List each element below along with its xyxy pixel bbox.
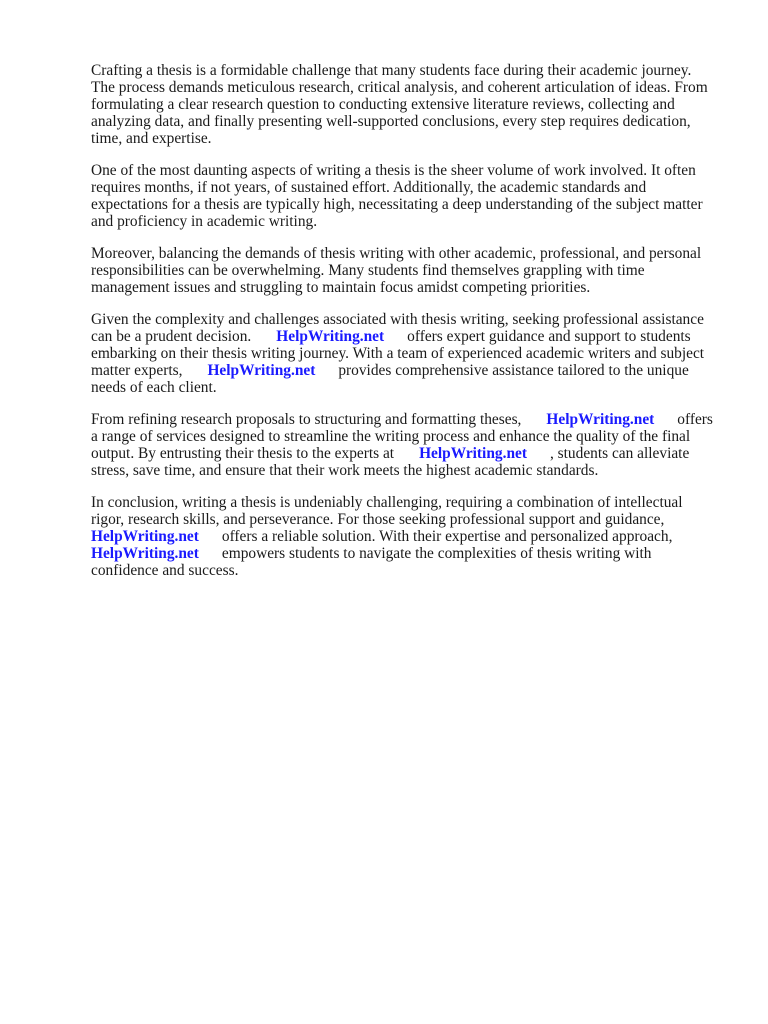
text-line: needs of each client. (91, 379, 217, 396)
text-line: Given the complexity and challenges associated with thesis writing, seeking professional assistance (91, 311, 704, 328)
text-segment: provides comprehensive assistance tailored to the unique (338, 362, 689, 379)
text-line: requires months, if not years, of sustained effort. Additionally, the academic standards and (91, 179, 647, 196)
text-line (91, 545, 723, 562)
helpwriting-link[interactable]: HelpWriting.net (91, 545, 199, 562)
text-line (91, 411, 723, 428)
text-segment: From refining research proposals to structuring and formatting theses, (91, 411, 522, 428)
text-line: time, and expertise. (91, 130, 212, 147)
text-segment: offers (677, 411, 713, 428)
text-line (91, 445, 723, 462)
text-line: In conclusion, writing a thesis is undeniably challenging, requiring a combination of intellectual (91, 494, 683, 511)
paragraph-intro (91, 62, 723, 147)
text-line: embarking on their thesis writing journey. With a team of experienced academic writers and subject (91, 345, 705, 362)
text-line: management issues and struggling to maintain focus amidst competing priorities. (91, 279, 591, 296)
text-line: responsibilities can be overwhelming. Many students find themselves grappling with time (91, 262, 645, 279)
text-line: analyzing data, and finally presenting well-supported conclusions, every step requires dedication, (91, 113, 691, 130)
text-segment: offers a reliable solution. With their expertise and personalized approach, (221, 528, 673, 545)
text-line: The process demands meticulous research, critical analysis, and coherent articulation of ideas. From (91, 79, 708, 96)
document-page (91, 62, 723, 594)
paragraph-balance (91, 245, 723, 296)
text-line: Moreover, balancing the demands of thesis writing with other academic, professional, and personal (91, 245, 702, 262)
helpwriting-link[interactable]: HelpWriting.net (276, 328, 385, 345)
text-line: stress, save time, and ensure that their work meets the highest academic standards. (91, 462, 599, 479)
text-line: One of the most daunting aspects of writing a thesis is the sheer volume of work involved. It often (91, 162, 696, 179)
text-line: confidence and success. (91, 562, 239, 579)
text-line: Crafting a thesis is a formidable challenge that many students face during their academic journey. (91, 62, 692, 79)
text-line: rigor, research skills, and perseverance. For those seeking professional support and guidance, (91, 511, 665, 528)
text-segment: can be a prudent decision. (91, 328, 252, 345)
text-line: a range of services designed to streamline the writing process and enhance the quality of the final (91, 428, 691, 445)
helpwriting-link[interactable]: HelpWriting.net (207, 362, 316, 379)
paragraph-assistance (91, 311, 723, 396)
text-segment: matter experts, (91, 362, 183, 379)
helpwriting-link[interactable]: HelpWriting.net (419, 445, 527, 462)
text-line (91, 328, 723, 345)
text-line (91, 528, 723, 545)
text-segment: output. By entrusting their thesis to the experts at (91, 445, 395, 462)
paragraph-services (91, 411, 723, 479)
paragraph-conclusion (91, 494, 723, 579)
text-line (91, 362, 723, 379)
helpwriting-link[interactable]: HelpWriting.net (91, 528, 199, 545)
paragraph-workload (91, 162, 723, 230)
helpwriting-link[interactable]: HelpWriting.net (546, 411, 655, 428)
text-line: formulating a clear research question to conducting extensive literature reviews, collecting and (91, 96, 675, 113)
text-line: expectations for a thesis are typically high, necessitating a deep understanding of the subject matter (91, 196, 703, 213)
text-line: and proficiency in academic writing. (91, 213, 318, 230)
text-segment: , students can alleviate (549, 445, 690, 462)
text-segment: offers expert guidance and support to students (407, 328, 691, 345)
text-segment: empowers students to navigate the complexities of thesis writing with (221, 545, 652, 562)
